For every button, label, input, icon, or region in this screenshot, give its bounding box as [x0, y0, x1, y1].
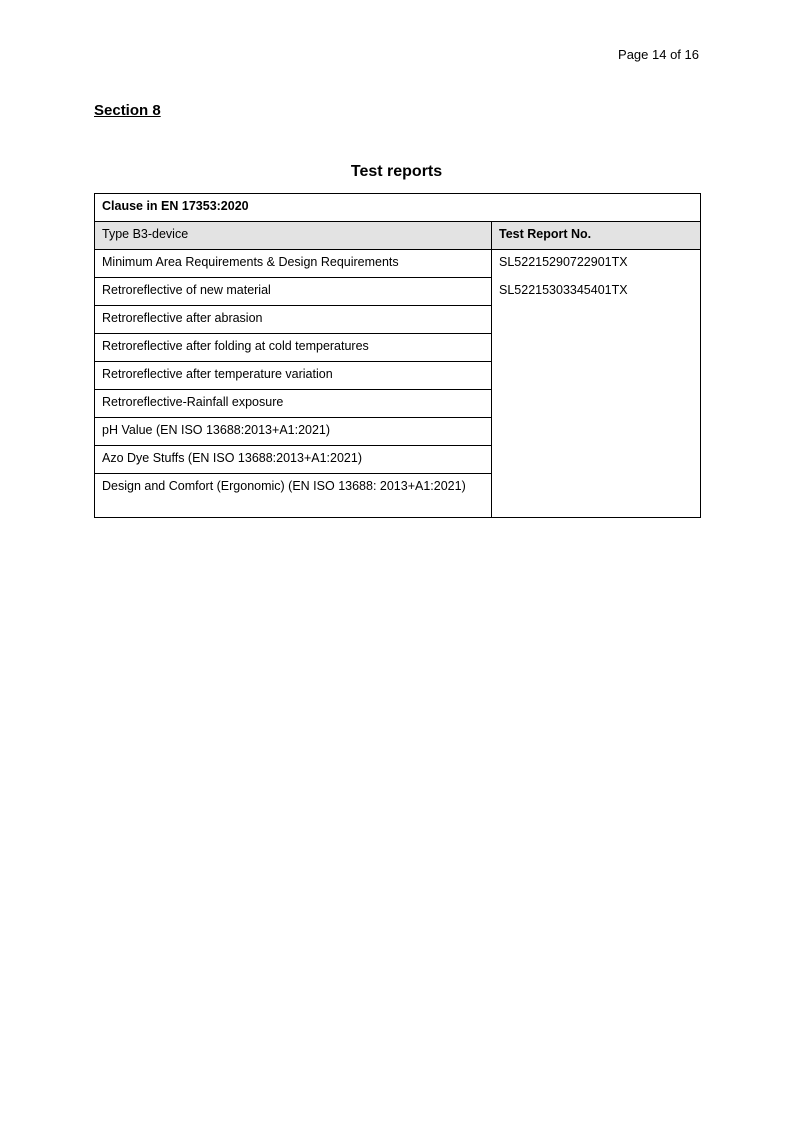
section-title: Section 8 — [94, 102, 161, 119]
clause-cell: Retroreflective after folding at cold temperatures — [95, 334, 492, 362]
clause-cell: Retroreflective after temperature variation — [95, 362, 492, 390]
report-number-header: Test Report No. — [492, 222, 701, 250]
report-number: SL52215303345401TX — [499, 283, 628, 297]
test-reports-table — [94, 193, 701, 518]
clause-cell: Azo Dye Stuffs (EN ISO 13688:2013+A1:2021) — [95, 446, 492, 474]
clause-cell: Retroreflective-Rainfall exposure — [95, 390, 492, 418]
clause-cell: Minimum Area Requirements & Design Requirements — [95, 250, 492, 278]
table-header-row — [95, 194, 701, 222]
report-number: SL52215290722901TX — [499, 255, 628, 269]
report-number-cell — [492, 250, 701, 518]
clause-header: Clause in EN 17353:2020 — [95, 194, 701, 222]
type-label: Type B3-device — [95, 222, 492, 250]
clause-cell: Retroreflective after abrasion — [95, 306, 492, 334]
page-number: Page 14 of 16 — [618, 47, 699, 62]
table-title: Test reports — [350, 163, 443, 180]
table-subheader-row — [95, 222, 701, 250]
table-row — [95, 250, 701, 278]
clause-cell: pH Value (EN ISO 13688:2013+A1:2021) — [95, 418, 492, 446]
clause-cell: Design and Comfort (Ergonomic) (EN ISO 13688: 2013+A1:2021) — [95, 474, 492, 518]
clause-cell: Retroreflective of new material — [95, 278, 492, 306]
